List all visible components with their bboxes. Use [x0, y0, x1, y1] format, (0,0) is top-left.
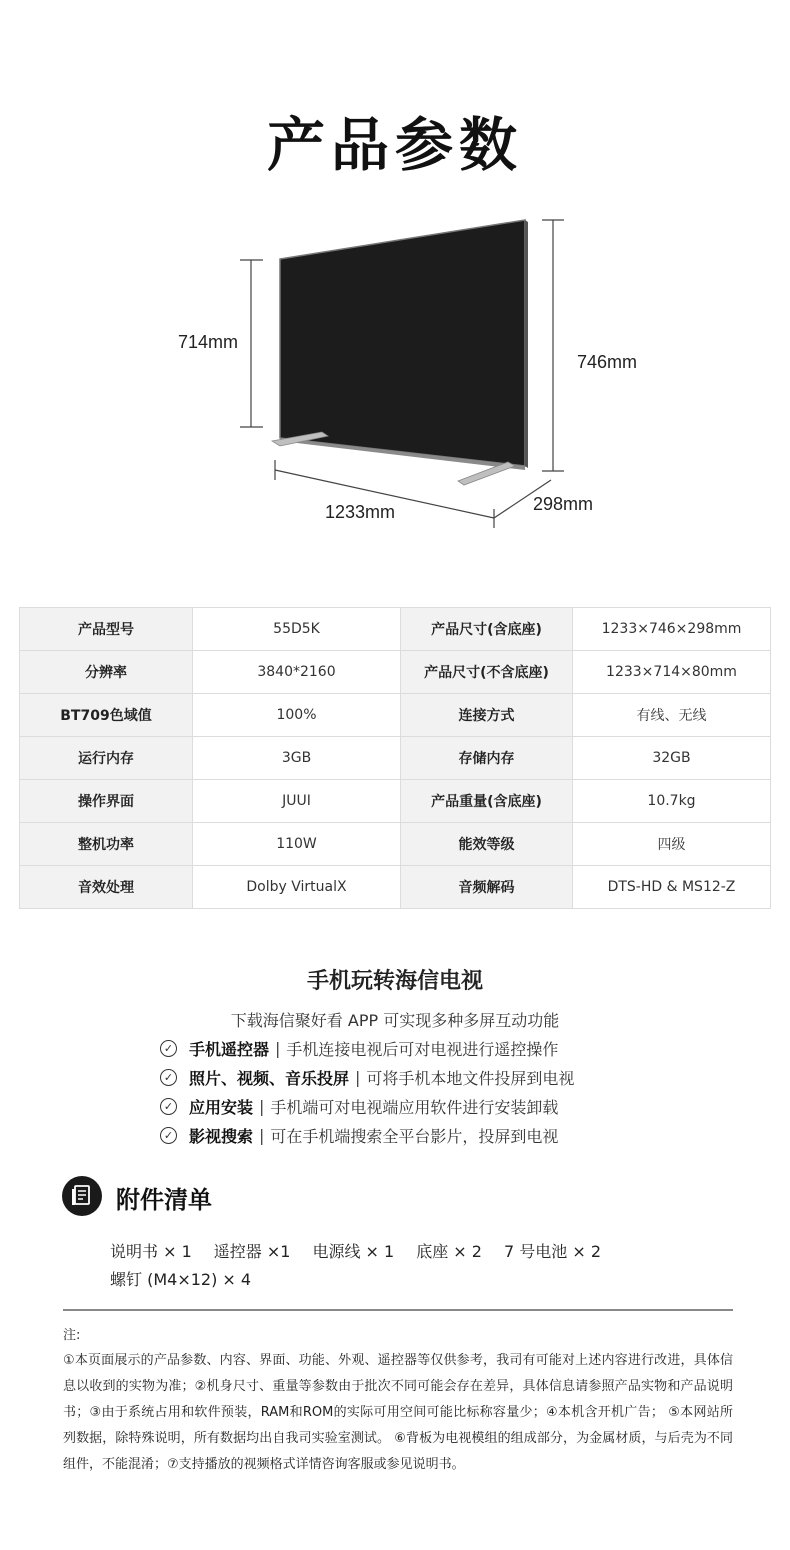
spec-value: 55D5K [193, 608, 401, 651]
tv-screen [280, 220, 525, 466]
dim-label-height-with-base: 746mm [577, 352, 638, 372]
list-item [160, 1063, 720, 1092]
feature-name: 应用安装 [189, 1098, 254, 1117]
spec-key: 连接方式 [401, 694, 573, 737]
list-item [160, 1034, 720, 1063]
tv-stand-right [458, 462, 515, 485]
spec-key: 音频解码 [401, 866, 573, 909]
feature-name: 影视搜索 [189, 1127, 254, 1146]
spec-key: 产品尺寸(不含底座) [401, 651, 573, 694]
feature-desc: 手机端可对电视端应用软件进行安装卸载 [270, 1098, 559, 1117]
feature-list [160, 1034, 720, 1150]
spec-value: 1233×746×298mm [573, 608, 771, 651]
list-item: 电源线 × 1 [312, 1241, 395, 1261]
spec-value: 10.7kg [573, 780, 771, 823]
spec-value: 有线、无线 [573, 694, 771, 737]
app-section-title: 手机玩转海信电视 [306, 969, 483, 994]
spec-key: 分辨率 [20, 651, 193, 694]
spec-key: 运行内存 [20, 737, 193, 780]
accessories-row [110, 1236, 710, 1264]
spec-value: 3GB [193, 737, 401, 780]
check-circle-icon: ✓ [160, 1098, 177, 1115]
spec-value: 四级 [573, 823, 771, 866]
feature-separator: | [259, 1097, 265, 1116]
feature-separator: | [275, 1039, 281, 1058]
spec-value: DTS-HD & MS12-Z [573, 866, 771, 909]
spec-key: 产品尺寸(含底座) [401, 608, 573, 651]
accessories-list [110, 1236, 710, 1292]
table-row [20, 866, 771, 909]
feature-desc: 可将手机本地文件投屏到电视 [366, 1069, 575, 1088]
list-item [160, 1092, 720, 1121]
spec-key: 存储内存 [401, 737, 573, 780]
spec-key: 音效处理 [20, 866, 193, 909]
check-circle-icon: ✓ [160, 1069, 177, 1086]
notes-label: 注: [63, 1328, 81, 1343]
check-circle-icon: ✓ [160, 1040, 177, 1057]
table-row [20, 694, 771, 737]
app-section-subtitle: 下载海信聚好看 APP 可实现多种多屏互动功能 [230, 1011, 560, 1030]
spec-value: 1233×714×80mm [573, 651, 771, 694]
spec-key: 整机功率 [20, 823, 193, 866]
accessories-title: 附件清单 [116, 1186, 212, 1214]
table-row [20, 651, 771, 694]
tv-dimension-diagram [0, 200, 790, 540]
list-item: 遥控器 ×1 [213, 1241, 291, 1261]
dim-label-width: 1233mm [324, 502, 396, 522]
tv-screen-edge [525, 220, 528, 468]
divider [63, 1309, 733, 1311]
table-row [20, 780, 771, 823]
spec-key: 产品型号 [20, 608, 193, 651]
spec-value: 3840*2160 [193, 651, 401, 694]
spec-value: JUUI [193, 780, 401, 823]
spec-key: 能效等级 [401, 823, 573, 866]
accessories-row [110, 1264, 710, 1292]
dim-label-height-no-base: 714mm [177, 332, 238, 352]
spec-value: 32GB [573, 737, 771, 780]
document-list-icon [62, 1176, 102, 1216]
spec-key: 产品重量(含底座) [401, 780, 573, 823]
spec-value: Dolby VirtualX [193, 866, 401, 909]
feature-separator: | [355, 1068, 361, 1087]
page-title: 产品参数 [266, 111, 523, 179]
list-item: 螺钉 (M4×12) × 4 [110, 1269, 252, 1289]
feature-desc: 手机连接电视后可对电视进行遥控操作 [286, 1040, 559, 1059]
table-row [20, 737, 771, 780]
feature-separator: | [259, 1126, 265, 1145]
spec-table [19, 607, 771, 909]
table-row [20, 823, 771, 866]
table-row [20, 608, 771, 651]
spec-key: BT709色域值 [20, 694, 193, 737]
spec-value: 110W [193, 823, 401, 866]
dim-label-depth: 298mm [533, 494, 594, 514]
notes-text: ①本页面展示的产品参数、内容、界面、功能、外观、遥控器等仅供参考，我司有可能对上述内容进行改进，具体信息以收到的实物为准；②机身尺寸、重量等参数由于批次不同可能会存在差异，具体信息请参照产品实物和产品说明书；③由于系统占用和软件预装，RAM和ROM的实际可用空间可能比标称容量少；④本机含开机广告； ⑤本网站所列数据，除特殊说明，所有数据均出自我司实验室测试。 ⑥背板为电视模组的组成部分，为金属材质，与后壳为不同组件，不能混淆；⑦支持播放的视频格式详情咨询客服或参见说明书。 [63, 1353, 733, 1472]
feature-name: 手机遥控器 [189, 1040, 270, 1059]
list-item: 7 号电池 × 2 [503, 1241, 602, 1261]
list-item: 底座 × 2 [416, 1241, 482, 1261]
spec-key: 操作界面 [20, 780, 193, 823]
check-circle-icon: ✓ [160, 1127, 177, 1144]
feature-name: 照片、视频、音乐投屏 [189, 1069, 350, 1088]
spec-value: 100% [193, 694, 401, 737]
feature-desc: 可在手机端搜索全平台影片，投屏到电视 [270, 1127, 559, 1146]
list-item [160, 1121, 720, 1150]
list-item: 说明书 × 1 [110, 1241, 192, 1261]
